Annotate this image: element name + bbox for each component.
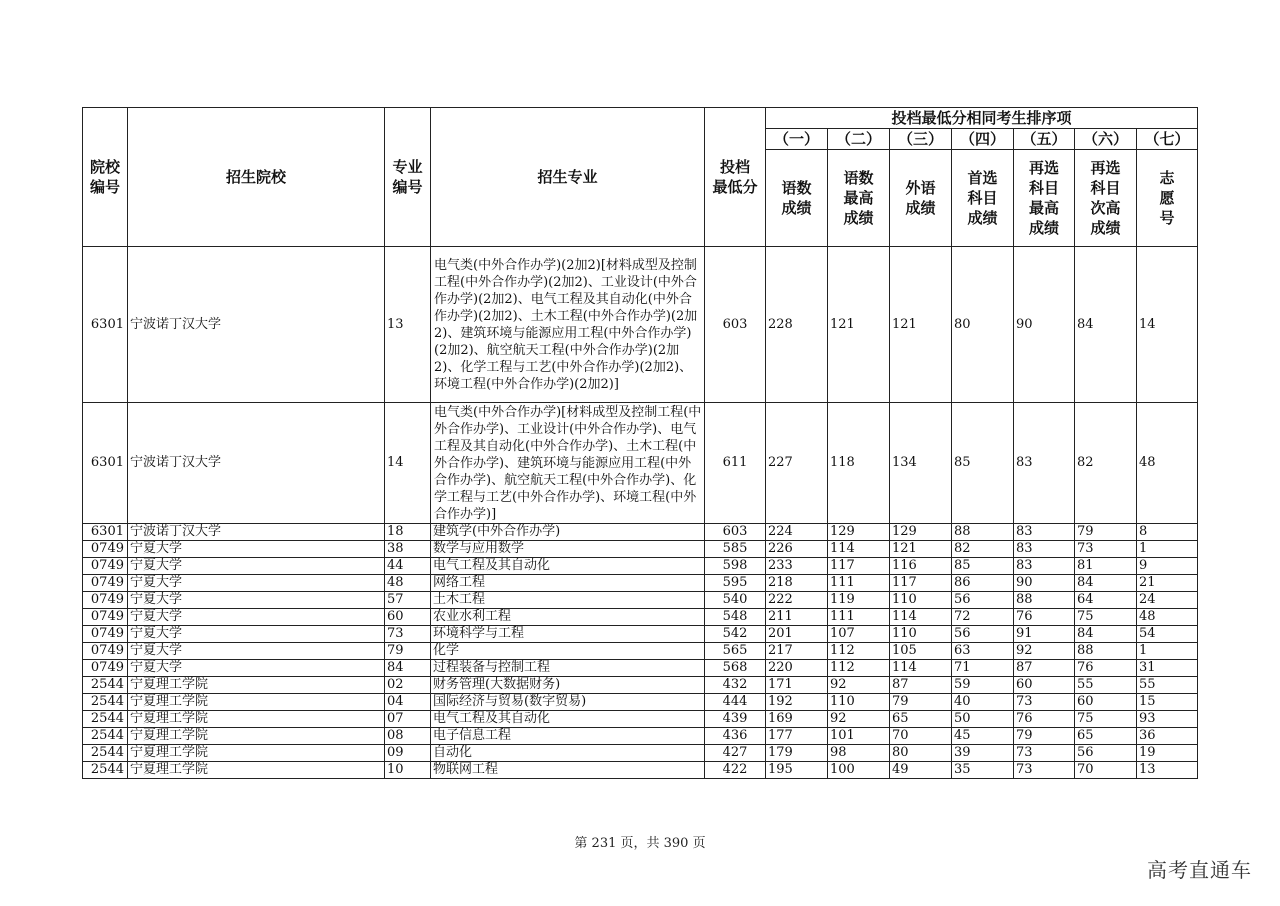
order1-cell: 192 [766, 694, 828, 711]
order3-cell: 49 [890, 762, 952, 779]
order1-cell: 177 [766, 728, 828, 745]
order4-cell: 56 [952, 626, 1014, 643]
school-code-cell: 2544 [83, 677, 128, 694]
header-school-code: 院校 编号 [83, 108, 128, 247]
order1-cell: 211 [766, 609, 828, 626]
order2-cell: 98 [828, 745, 890, 762]
order4-cell: 80 [952, 247, 1014, 403]
order7-cell: 14 [1137, 247, 1198, 403]
min-score-cell: 439 [705, 711, 766, 728]
header-major-name: 招生专业 [431, 108, 705, 247]
order4-cell: 85 [952, 403, 1014, 524]
major-name-cell: 建筑学(中外合作办学) [431, 524, 705, 541]
min-score-cell: 540 [705, 592, 766, 609]
header-group-title: 投档最低分相同考生排序项 [766, 108, 1198, 129]
order7-cell: 55 [1137, 677, 1198, 694]
order7-cell: 1 [1137, 643, 1198, 660]
order3-cell: 110 [890, 592, 952, 609]
table-row [83, 745, 1198, 762]
min-score-cell: 444 [705, 694, 766, 711]
order2-cell: 114 [828, 541, 890, 558]
school-code-cell: 2544 [83, 745, 128, 762]
order4-cell: 71 [952, 660, 1014, 677]
school-code-cell: 0749 [83, 660, 128, 677]
major-name-cell: 电气类(中外合作办学)(2加2)[材料成型及控制工程(中外合作办学)(2加2)、工业设计(中外合作办学)(2加2)、电气工程及其自动化(中外合作办学)(2加2)、土木工程(中外合作办学)(2加2)、建筑环境与能源应用工程(中外合作办学)(2加2)、航空航天工程(中外合作办学)(2加2)、化学工程与工艺(中外合作办学)(2加2)、环境工程(中外合作办学)(2加2)] [431, 247, 705, 403]
order2-cell: 112 [828, 643, 890, 660]
table-row [83, 677, 1198, 694]
order2-cell: 118 [828, 403, 890, 524]
major-name-cell: 物联网工程 [431, 762, 705, 779]
order5-cell: 83 [1014, 403, 1075, 524]
table-row [83, 609, 1198, 626]
order7-cell: 21 [1137, 575, 1198, 592]
major-name-cell: 环境科学与工程 [431, 626, 705, 643]
order2-cell: 107 [828, 626, 890, 643]
order7-cell: 9 [1137, 558, 1198, 575]
header-order-label: （三） [890, 129, 952, 150]
order5-cell: 88 [1014, 592, 1075, 609]
major-code-cell: 48 [385, 575, 431, 592]
order3-cell: 110 [890, 626, 952, 643]
order3-cell: 105 [890, 643, 952, 660]
order2-cell: 117 [828, 558, 890, 575]
order3-cell: 114 [890, 609, 952, 626]
school-code-cell: 2544 [83, 728, 128, 745]
min-score-cell: 595 [705, 575, 766, 592]
order7-cell: 8 [1137, 524, 1198, 541]
major-name-cell: 自动化 [431, 745, 705, 762]
major-name-cell: 数学与应用数学 [431, 541, 705, 558]
school-code-cell: 2544 [83, 694, 128, 711]
order1-cell: 179 [766, 745, 828, 762]
order7-cell: 1 [1137, 541, 1198, 558]
order2-cell: 111 [828, 575, 890, 592]
watermark-text: 高考直通车 [1147, 858, 1252, 882]
major-name-cell: 财务管理(大数据财务) [431, 677, 705, 694]
min-score-cell: 585 [705, 541, 766, 558]
order6-cell: 65 [1075, 728, 1137, 745]
min-score-cell: 565 [705, 643, 766, 660]
header-school-name: 招生院校 [128, 108, 385, 247]
school-name-cell: 宁夏大学 [128, 558, 385, 575]
order4-cell: 82 [952, 541, 1014, 558]
order4-cell: 86 [952, 575, 1014, 592]
order6-cell: 84 [1075, 626, 1137, 643]
order4-cell: 45 [952, 728, 1014, 745]
order5-cell: 83 [1014, 541, 1075, 558]
order1-cell: 195 [766, 762, 828, 779]
school-code-cell: 6301 [83, 524, 128, 541]
order4-cell: 72 [952, 609, 1014, 626]
order2-cell: 111 [828, 609, 890, 626]
school-code-cell: 6301 [83, 403, 128, 524]
table-row [83, 728, 1198, 745]
order3-cell: 117 [890, 575, 952, 592]
major-code-cell: 57 [385, 592, 431, 609]
school-name-cell: 宁夏大学 [128, 541, 385, 558]
major-code-cell: 04 [385, 694, 431, 711]
major-name-cell: 电气工程及其自动化 [431, 711, 705, 728]
order6-cell: 75 [1075, 609, 1137, 626]
school-name-cell: 宁波诺丁汉大学 [128, 247, 385, 403]
school-name-cell: 宁夏理工学院 [128, 694, 385, 711]
school-name-cell: 宁夏大学 [128, 592, 385, 609]
order1-cell: 222 [766, 592, 828, 609]
order4-cell: 59 [952, 677, 1014, 694]
order5-cell: 87 [1014, 660, 1075, 677]
order1-cell: 227 [766, 403, 828, 524]
major-code-cell: 73 [385, 626, 431, 643]
school-name-cell: 宁波诺丁汉大学 [128, 403, 385, 524]
order5-cell: 79 [1014, 728, 1075, 745]
school-code-cell: 0749 [83, 643, 128, 660]
order6-cell: 60 [1075, 694, 1137, 711]
order6-cell: 64 [1075, 592, 1137, 609]
school-code-cell: 6301 [83, 247, 128, 403]
order1-cell: 220 [766, 660, 828, 677]
order5-cell: 83 [1014, 524, 1075, 541]
header-order-item: 外语 成绩 [890, 150, 952, 247]
order1-cell: 233 [766, 558, 828, 575]
header-order-label: （一） [766, 129, 828, 150]
school-code-cell: 2544 [83, 762, 128, 779]
school-name-cell: 宁夏理工学院 [128, 728, 385, 745]
school-name-cell: 宁波诺丁汉大学 [128, 524, 385, 541]
min-score-cell: 427 [705, 745, 766, 762]
school-code-cell: 2544 [83, 711, 128, 728]
major-name-cell: 化学 [431, 643, 705, 660]
order6-cell: 82 [1075, 403, 1137, 524]
order3-cell: 134 [890, 403, 952, 524]
order1-cell: 171 [766, 677, 828, 694]
school-name-cell: 宁夏大学 [128, 660, 385, 677]
table-row [83, 524, 1198, 541]
order3-cell: 129 [890, 524, 952, 541]
header-order-label: （五） [1014, 129, 1075, 150]
order2-cell: 121 [828, 247, 890, 403]
major-name-cell: 电子信息工程 [431, 728, 705, 745]
page-footer: 第 231 页，共 390 页 [574, 836, 706, 851]
order5-cell: 83 [1014, 558, 1075, 575]
major-code-cell: 13 [385, 247, 431, 403]
min-score-cell: 603 [705, 524, 766, 541]
school-name-cell: 宁夏理工学院 [128, 745, 385, 762]
order4-cell: 50 [952, 711, 1014, 728]
min-score-cell: 422 [705, 762, 766, 779]
order7-cell: 54 [1137, 626, 1198, 643]
order5-cell: 91 [1014, 626, 1075, 643]
major-name-cell: 国际经济与贸易(数字贸易) [431, 694, 705, 711]
major-code-cell: 44 [385, 558, 431, 575]
major-name-cell: 农业水利工程 [431, 609, 705, 626]
header-order-label: （四） [952, 129, 1014, 150]
major-code-cell: 09 [385, 745, 431, 762]
order5-cell: 92 [1014, 643, 1075, 660]
order5-cell: 76 [1014, 711, 1075, 728]
school-name-cell: 宁夏大学 [128, 626, 385, 643]
order6-cell: 56 [1075, 745, 1137, 762]
min-score-cell: 598 [705, 558, 766, 575]
order7-cell: 19 [1137, 745, 1198, 762]
order2-cell: 92 [828, 677, 890, 694]
order1-cell: 228 [766, 247, 828, 403]
table-row [83, 694, 1198, 711]
order7-cell: 31 [1137, 660, 1198, 677]
header-order-label: （七） [1137, 129, 1198, 150]
order5-cell: 73 [1014, 745, 1075, 762]
order6-cell: 88 [1075, 643, 1137, 660]
major-code-cell: 10 [385, 762, 431, 779]
header-min-score: 投档 最低分 [705, 108, 766, 247]
table-row [83, 711, 1198, 728]
major-code-cell: 14 [385, 403, 431, 524]
table-row [83, 558, 1198, 575]
major-code-cell: 07 [385, 711, 431, 728]
table-row [83, 247, 1198, 403]
order4-cell: 35 [952, 762, 1014, 779]
order2-cell: 92 [828, 711, 890, 728]
table-row [83, 660, 1198, 677]
min-score-cell: 611 [705, 403, 766, 524]
major-name-cell: 土木工程 [431, 592, 705, 609]
table-row [83, 762, 1198, 779]
min-score-cell: 548 [705, 609, 766, 626]
order7-cell: 24 [1137, 592, 1198, 609]
order5-cell: 73 [1014, 694, 1075, 711]
major-code-cell: 79 [385, 643, 431, 660]
order1-cell: 218 [766, 575, 828, 592]
min-score-cell: 542 [705, 626, 766, 643]
table-row [83, 643, 1198, 660]
major-name-cell: 电气工程及其自动化 [431, 558, 705, 575]
header-order-item: 语数 最高 成绩 [828, 150, 890, 247]
order7-cell: 48 [1137, 609, 1198, 626]
major-code-cell: 38 [385, 541, 431, 558]
table-body [83, 247, 1198, 779]
order3-cell: 121 [890, 247, 952, 403]
table-row [83, 541, 1198, 558]
school-code-cell: 0749 [83, 592, 128, 609]
order3-cell: 121 [890, 541, 952, 558]
order4-cell: 63 [952, 643, 1014, 660]
school-name-cell: 宁夏大学 [128, 575, 385, 592]
school-code-cell: 0749 [83, 609, 128, 626]
major-code-cell: 18 [385, 524, 431, 541]
order6-cell: 70 [1075, 762, 1137, 779]
order6-cell: 73 [1075, 541, 1137, 558]
major-name-cell: 网络工程 [431, 575, 705, 592]
school-code-cell: 0749 [83, 626, 128, 643]
header-order-label: （二） [828, 129, 890, 150]
order5-cell: 60 [1014, 677, 1075, 694]
order4-cell: 88 [952, 524, 1014, 541]
order3-cell: 114 [890, 660, 952, 677]
order3-cell: 87 [890, 677, 952, 694]
major-code-cell: 60 [385, 609, 431, 626]
header-order-label: （六） [1075, 129, 1137, 150]
order5-cell: 90 [1014, 575, 1075, 592]
header-order-item: 再选 科目 最高 成绩 [1014, 150, 1075, 247]
min-score-cell: 568 [705, 660, 766, 677]
order3-cell: 116 [890, 558, 952, 575]
order2-cell: 129 [828, 524, 890, 541]
order1-cell: 169 [766, 711, 828, 728]
order5-cell: 76 [1014, 609, 1075, 626]
order1-cell: 217 [766, 643, 828, 660]
school-name-cell: 宁夏理工学院 [128, 762, 385, 779]
order3-cell: 70 [890, 728, 952, 745]
order4-cell: 56 [952, 592, 1014, 609]
order5-cell: 90 [1014, 247, 1075, 403]
table-row [83, 403, 1198, 524]
order7-cell: 48 [1137, 403, 1198, 524]
order6-cell: 84 [1075, 247, 1137, 403]
admission-table [82, 107, 1198, 779]
order6-cell: 84 [1075, 575, 1137, 592]
order3-cell: 65 [890, 711, 952, 728]
header-major-code: 专业 编号 [385, 108, 431, 247]
school-code-cell: 0749 [83, 541, 128, 558]
order7-cell: 36 [1137, 728, 1198, 745]
school-name-cell: 宁夏理工学院 [128, 677, 385, 694]
school-name-cell: 宁夏理工学院 [128, 711, 385, 728]
major-code-cell: 08 [385, 728, 431, 745]
order7-cell: 13 [1137, 762, 1198, 779]
order1-cell: 224 [766, 524, 828, 541]
order6-cell: 79 [1075, 524, 1137, 541]
school-name-cell: 宁夏大学 [128, 609, 385, 626]
order2-cell: 100 [828, 762, 890, 779]
school-code-cell: 0749 [83, 575, 128, 592]
min-score-cell: 603 [705, 247, 766, 403]
order5-cell: 73 [1014, 762, 1075, 779]
order3-cell: 79 [890, 694, 952, 711]
header-order-item: 志 愿 号 [1137, 150, 1198, 247]
order1-cell: 226 [766, 541, 828, 558]
order2-cell: 112 [828, 660, 890, 677]
order4-cell: 85 [952, 558, 1014, 575]
order1-cell: 201 [766, 626, 828, 643]
order3-cell: 80 [890, 745, 952, 762]
table-row [83, 575, 1198, 592]
order6-cell: 55 [1075, 677, 1137, 694]
school-name-cell: 宁夏大学 [128, 643, 385, 660]
major-name-cell: 电气类(中外合作办学)[材料成型及控制工程(中外合作办学)、工业设计(中外合作办学)、电气工程及其自动化(中外合作办学)、土木工程(中外合作办学)、建筑环境与能源应用工程(中外合作办学)、航空航天工程(中外合作办学)、化学工程与工艺(中外合作办学)、环境工程(中外合作办学)] [431, 403, 705, 524]
min-score-cell: 432 [705, 677, 766, 694]
order6-cell: 76 [1075, 660, 1137, 677]
order2-cell: 101 [828, 728, 890, 745]
order7-cell: 93 [1137, 711, 1198, 728]
header-order-item: 语数 成绩 [766, 150, 828, 247]
major-name-cell: 过程装备与控制工程 [431, 660, 705, 677]
min-score-cell: 436 [705, 728, 766, 745]
header-order-item: 再选 科目 次高 成绩 [1075, 150, 1137, 247]
major-code-cell: 02 [385, 677, 431, 694]
table-row [83, 626, 1198, 643]
order2-cell: 110 [828, 694, 890, 711]
order6-cell: 75 [1075, 711, 1137, 728]
school-code-cell: 0749 [83, 558, 128, 575]
order2-cell: 119 [828, 592, 890, 609]
table-header [83, 108, 1198, 247]
order4-cell: 39 [952, 745, 1014, 762]
major-code-cell: 84 [385, 660, 431, 677]
order6-cell: 81 [1075, 558, 1137, 575]
header-order-item: 首选 科目 成绩 [952, 150, 1014, 247]
table-row [83, 592, 1198, 609]
order4-cell: 40 [952, 694, 1014, 711]
order7-cell: 15 [1137, 694, 1198, 711]
